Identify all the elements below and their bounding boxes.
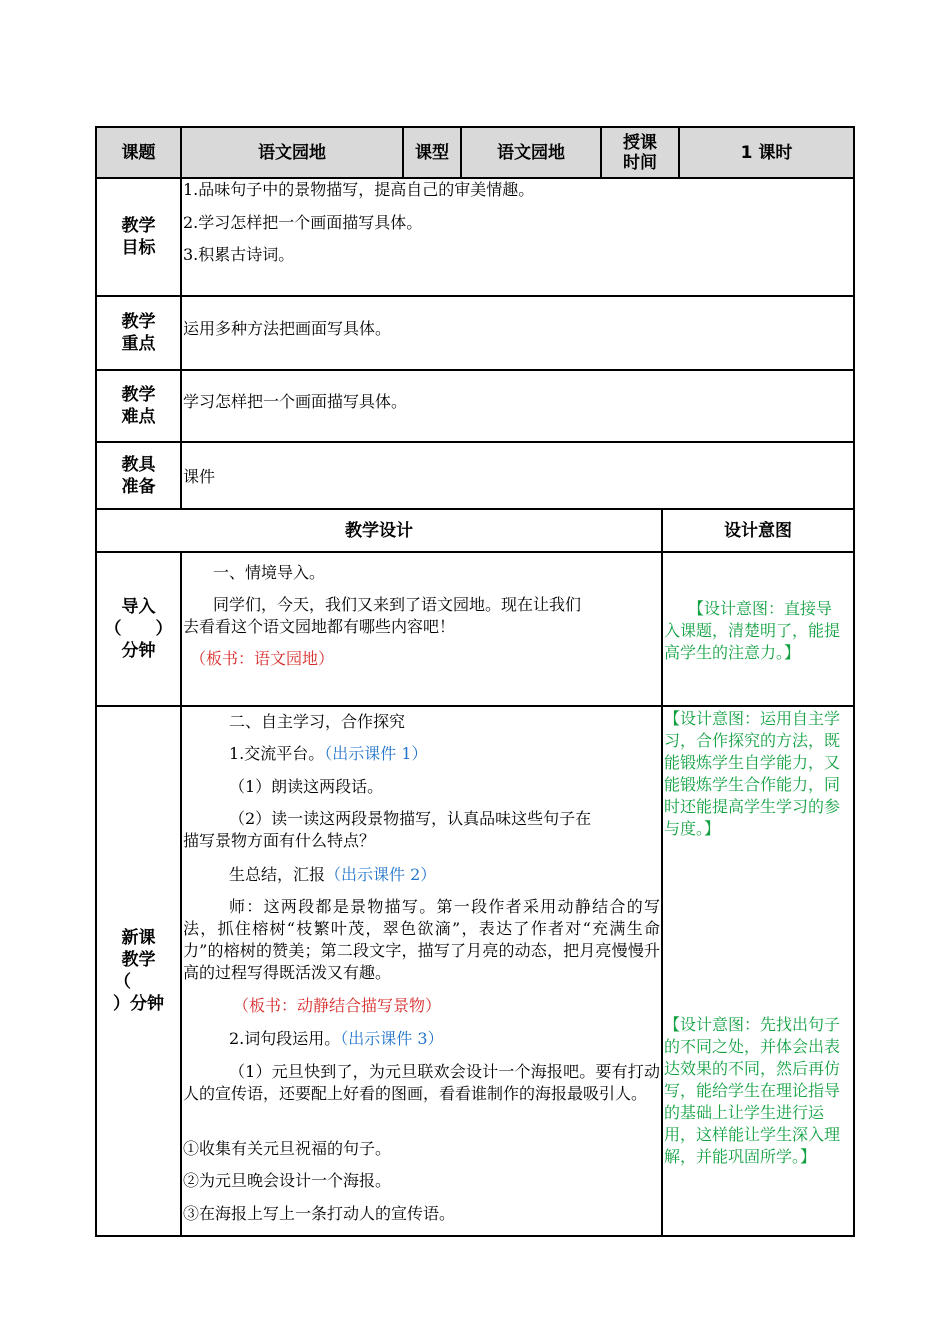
new-lesson-heading: 二、自主学习，合作探究 [229, 712, 406, 731]
objective-item-1: 1.品味句子中的景物描写，提高自己的审美情趣。 [183, 180, 535, 199]
objective-item-2: 2.学习怎样把一个画面描写具体。 [183, 213, 423, 232]
new-lesson-board: （板书：动静结合描写景物） [233, 996, 442, 1015]
grid-line [180, 126, 182, 509]
type-value: 语文园地 [497, 142, 565, 163]
time-label-line2: 时间 [623, 152, 657, 173]
item1-line [229, 743, 428, 765]
objectives-label-line2: 目标 [121, 238, 156, 258]
summary-line [229, 864, 436, 886]
grid-line [95, 126, 97, 1237]
intro-para-line2: 去看看这个语文园地都有哪些内容吧！ [183, 617, 456, 636]
grid-line [853, 126, 855, 1237]
new-lesson-label-line3: （ [114, 972, 131, 992]
grid-line [402, 126, 404, 178]
grid-line [460, 126, 462, 178]
sub2-line1: （2）读一读这两段景物描写，认真品味这些句子在 [229, 809, 592, 828]
intro-para-line1: 同学们，今天，我们又来到了语文园地。现在让我们 [213, 595, 582, 614]
new-lesson-label-line2: 教学 [121, 950, 156, 970]
grid-line [678, 126, 680, 178]
item2-link: （出示课件 3） [340, 1029, 444, 1048]
grid-line [661, 508, 663, 1237]
difficulties-label-line2: 难点 [121, 407, 156, 427]
teacher-para: 师：这两段都是景物描写。第一段作者采用动静结合的写法，抓住榕树“枝繁叶茂，翠色欲滴”，表达了作者对“充满生命力”的榕树的赞美；第二段文字，描写了月亮的动态，把月亮慢慢升高的过程写得既活泼又有趣。 [183, 897, 660, 982]
key-points-label [96, 296, 181, 370]
item1-link: （出示课件 1） [324, 744, 428, 763]
step3: ③在海报上写上一条打动人的宣传语。 [183, 1204, 456, 1223]
intro-label [96, 552, 181, 706]
difficulties-label-line1: 教学 [121, 385, 156, 405]
intro-heading: 一、情境导入。 [213, 563, 326, 582]
difficulties-label [96, 370, 181, 442]
time-label [601, 127, 679, 178]
grid-line [95, 551, 855, 553]
time-value: 1 课时 [740, 142, 793, 163]
materials-text: 课件 [183, 467, 216, 486]
key-points-label-line1: 教学 [121, 312, 156, 332]
grid-line [95, 441, 855, 443]
grid-line [95, 1235, 855, 1237]
new-lesson-intent-2: 【设计意图：先找出句子的不同之处，并体会出表达效果的不同，然后再仿写，能给学生在理论指导的基础上让学生进行运用，这样能让学生深入理解，并能巩固所学。】 [664, 1015, 841, 1166]
grid-line [95, 177, 855, 179]
item1-text: 1.交流平台。 [229, 744, 325, 763]
topic-label: 课题 [121, 142, 156, 163]
key-points-text: 运用多种方法把画面写具体。 [183, 319, 392, 338]
grid-line [95, 369, 855, 371]
objectives-label [96, 178, 181, 296]
grid-line [95, 126, 855, 128]
intro-board: （板书：语文园地） [190, 649, 335, 668]
grid-line [600, 126, 602, 178]
design-header-right: 设计意图 [724, 520, 792, 541]
step2: ②为元旦晚会设计一个海报。 [183, 1171, 392, 1190]
grid-line [95, 295, 855, 297]
objectives-label-line1: 教学 [121, 216, 156, 236]
summary-text: 生总结，汇报 [229, 865, 326, 884]
materials-label [96, 442, 181, 509]
new-lesson-intent-1: 【设计意图：运用自主学习，合作探究的方法，既能锻炼学生自学能力，又能锻炼学生合作能力，同时还能提高学生学习的参与度。】 [664, 709, 841, 838]
intro-label-line1: 导入 [121, 597, 156, 617]
type-label: 课型 [415, 142, 449, 163]
step1: ①收集有关元旦祝福的句子。 [183, 1139, 392, 1158]
summary-link: （出示课件 2） [325, 865, 437, 884]
grid-line [95, 705, 855, 707]
sub2-line2: 描写景物方面有什么特点？ [183, 831, 376, 850]
new-lesson-label-line4: ）分钟 [113, 994, 164, 1014]
key-points-label-line2: 重点 [121, 334, 156, 354]
objective-item-3: 3.积累古诗词。 [183, 245, 295, 264]
sub1: （1）朗读这两段话。 [229, 777, 384, 796]
intro-label-line2: （ ） [104, 619, 173, 639]
materials-label-line1: 教具 [121, 454, 156, 475]
difficulties-text: 学习怎样把一个画面描写具体。 [183, 392, 408, 411]
grid-line [180, 551, 182, 1237]
poster-para: （1）元旦快到了，为元旦联欢会设计一个海报吧。要有打动人的宣传语，还要配上好看的图画，看看谁制作的海报最吸引人。 [183, 1062, 660, 1103]
topic-value: 语文园地 [258, 142, 326, 163]
time-label-line1: 授课 [623, 132, 657, 153]
materials-label-line2: 准备 [121, 476, 156, 497]
new-lesson-label-line1: 新课 [121, 928, 156, 948]
intro-intent: 【设计意图：直接导入课题，清楚明了，能提高学生的注意力。】 [664, 599, 841, 662]
intro-label-line3: 分钟 [121, 641, 156, 661]
item2-line [229, 1028, 444, 1050]
grid-line [95, 508, 855, 510]
item2-text: 2.词句段运用。 [229, 1029, 341, 1048]
design-header-left: 教学设计 [345, 520, 413, 541]
new-lesson-label [96, 706, 181, 1236]
